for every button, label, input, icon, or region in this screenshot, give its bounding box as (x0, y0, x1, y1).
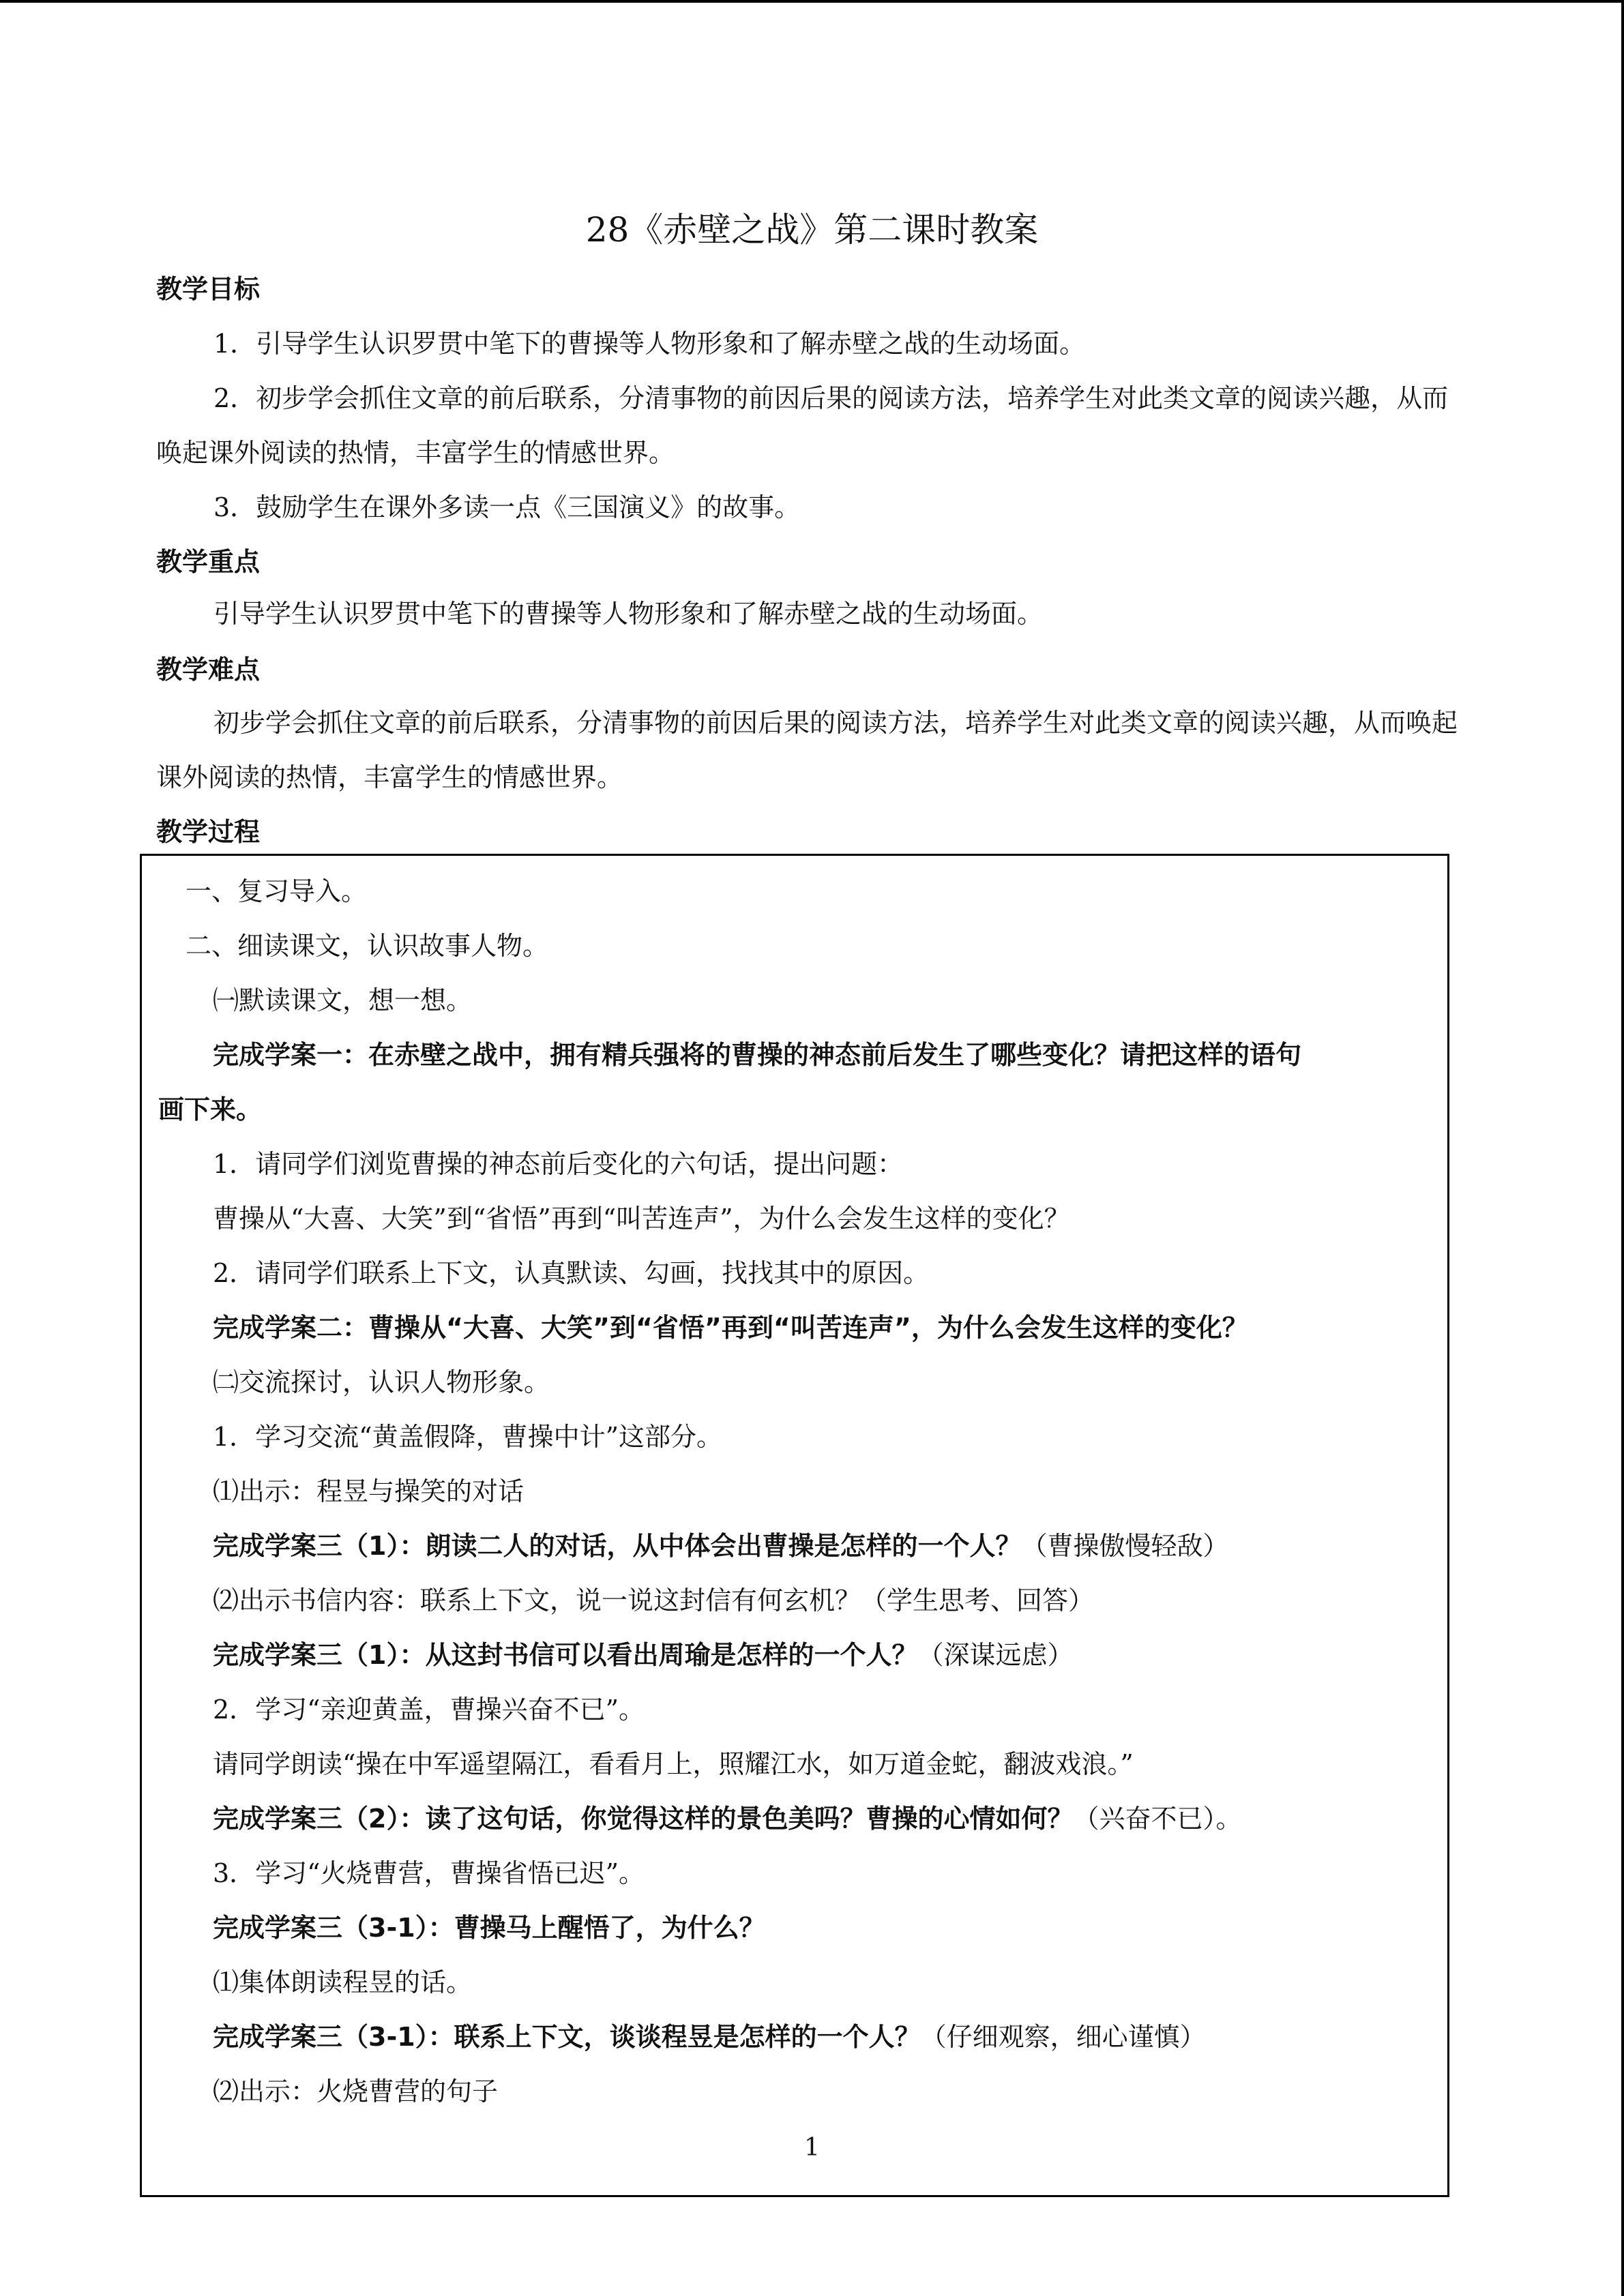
task-1-line-b: 画下来。 (158, 1094, 263, 1124)
process-sub-2: ㈡交流探讨，认识人物形象。 (213, 1367, 550, 1397)
task-3-3b-answer: （仔细观察，细心谨慎） (920, 2022, 1206, 2052)
objective-item-1: 1．引导学生认识罗贯中笔下的曹操等人物形象和了解赤壁之战的生动场面。 (213, 329, 1086, 359)
task-3-1b (213, 1636, 1073, 1674)
step-welcome-read: 请同学朗读“操在中军遥望隔江，看看月上，照耀江水，如万道金蛇，翻波戏浪。” (213, 1749, 1134, 1779)
task-3-2-answer: （兴奋不已）。 (1073, 1804, 1242, 1834)
step-fire: 3．学习“火烧曹营，曹操省悟已迟”。 (213, 1858, 645, 1888)
step-fire-2: ⑵出示：火烧曹营的句子 (213, 2076, 499, 2106)
objective-item-2: 2．初步学会抓住文章的前后联系，分清事物的前因后果的阅读方法，培养学生对此类文章的阅读兴趣，从而唤起课外阅读的热情，丰富学生的情感世界。 (156, 383, 1449, 468)
process-sub-1: ㈠默读课文，想一想。 (213, 985, 473, 1015)
key-point-text: 引导学生认识罗贯中笔下的曹操等人物形象和了解赤壁之战的生动场面。 (213, 599, 1044, 629)
document-title: 28《赤壁之战》第二课时教案 (585, 210, 1039, 250)
task-3-2 (213, 1800, 1241, 1838)
step-huang-gai: 1．学习交流“黄盖假降，曹操中计”这部分。 (213, 1422, 723, 1452)
process-step-review: 一、复习导入。 (186, 876, 368, 906)
task-3-1b-question: 完成学案三（1）：从这封书信可以看出周瑜是怎样的一个人？ (213, 1640, 918, 1670)
task-2: 完成学案二：曹操从“大喜、大笑”到“省悟”再到“叫苦连声”，为什么会发生这样的变化？ (213, 1313, 1248, 1343)
task-3-3b (213, 2018, 1206, 2056)
heading-objectives: 教学目标 (156, 274, 261, 304)
task-3-3a: 完成学案三（3-1）：曹操马上醒悟了，为什么？ (213, 1913, 765, 1943)
page-number: 1 (804, 2134, 820, 2162)
objective-item-3: 3．鼓励学生在课外多读一点《三国演义》的故事。 (213, 492, 801, 522)
task-3-2-question: 完成学案三（2）：读了这句话，你觉得这样的景色美吗？曹操的心情如何？ (213, 1804, 1074, 1834)
task-3-1b-answer: （深谋远虑） (917, 1640, 1074, 1670)
task-3-1-question: 完成学案三（1）：朗读二人的对话，从中体会出曹操是怎样的一个人？ (213, 1531, 1022, 1561)
question-2: 2．请同学们联系上下文，认真默读、勾画，找找其中的原因。 (213, 1258, 930, 1288)
task-3-1 (213, 1527, 1228, 1565)
task-3-3b-question: 完成学案三（3-1）：联系上下文，谈谈程昱是怎样的一个人？ (213, 2022, 921, 2052)
step-huang-gai-2: ⑵出示书信内容：联系上下文，说一说这封信有何玄机？（学生思考、回答） (213, 1585, 1095, 1615)
difficulty-text: 初步学会抓住文章的前后联系，分清事物的前因后果的阅读方法，培养学生对此类文章的阅读兴趣，从而唤起课外阅读的热情，丰富学生的情感世界。 (156, 708, 1458, 792)
heading-process: 教学过程 (156, 817, 261, 847)
task-1-line-a: 完成学案一：在赤壁之战中，拥有精兵强将的曹操的神态前后发生了哪些变化？请把这样的语句 (213, 1040, 1302, 1070)
page-right-border (1621, 0, 1624, 2296)
heading-difficulty: 教学难点 (156, 655, 261, 685)
question-1: 1．请同学们浏览曹操的神态前后变化的六句话，提出问题： (213, 1149, 904, 1179)
page-top-border (0, 0, 1624, 3)
task-3-1-answer: （曹操傲慢轻敌） (1021, 1531, 1229, 1561)
step-welcome: 2．学习“亲迎黄盖，曹操兴奋不已”。 (213, 1695, 645, 1725)
process-box (140, 854, 1449, 2197)
process-step-read: 二、细读课文，认识故事人物。 (186, 931, 549, 961)
question-1-text: 曹操从“大喜、大笑”到“省悟”再到“叫苦连声”，为什么会发生这样的变化？ (213, 1204, 1070, 1234)
step-huang-gai-1: ⑴出示：程昱与操笑的对话 (213, 1476, 525, 1506)
heading-key-point: 教学重点 (156, 547, 261, 577)
step-fire-1: ⑴集体朗读程昱的话。 (213, 1967, 473, 1997)
